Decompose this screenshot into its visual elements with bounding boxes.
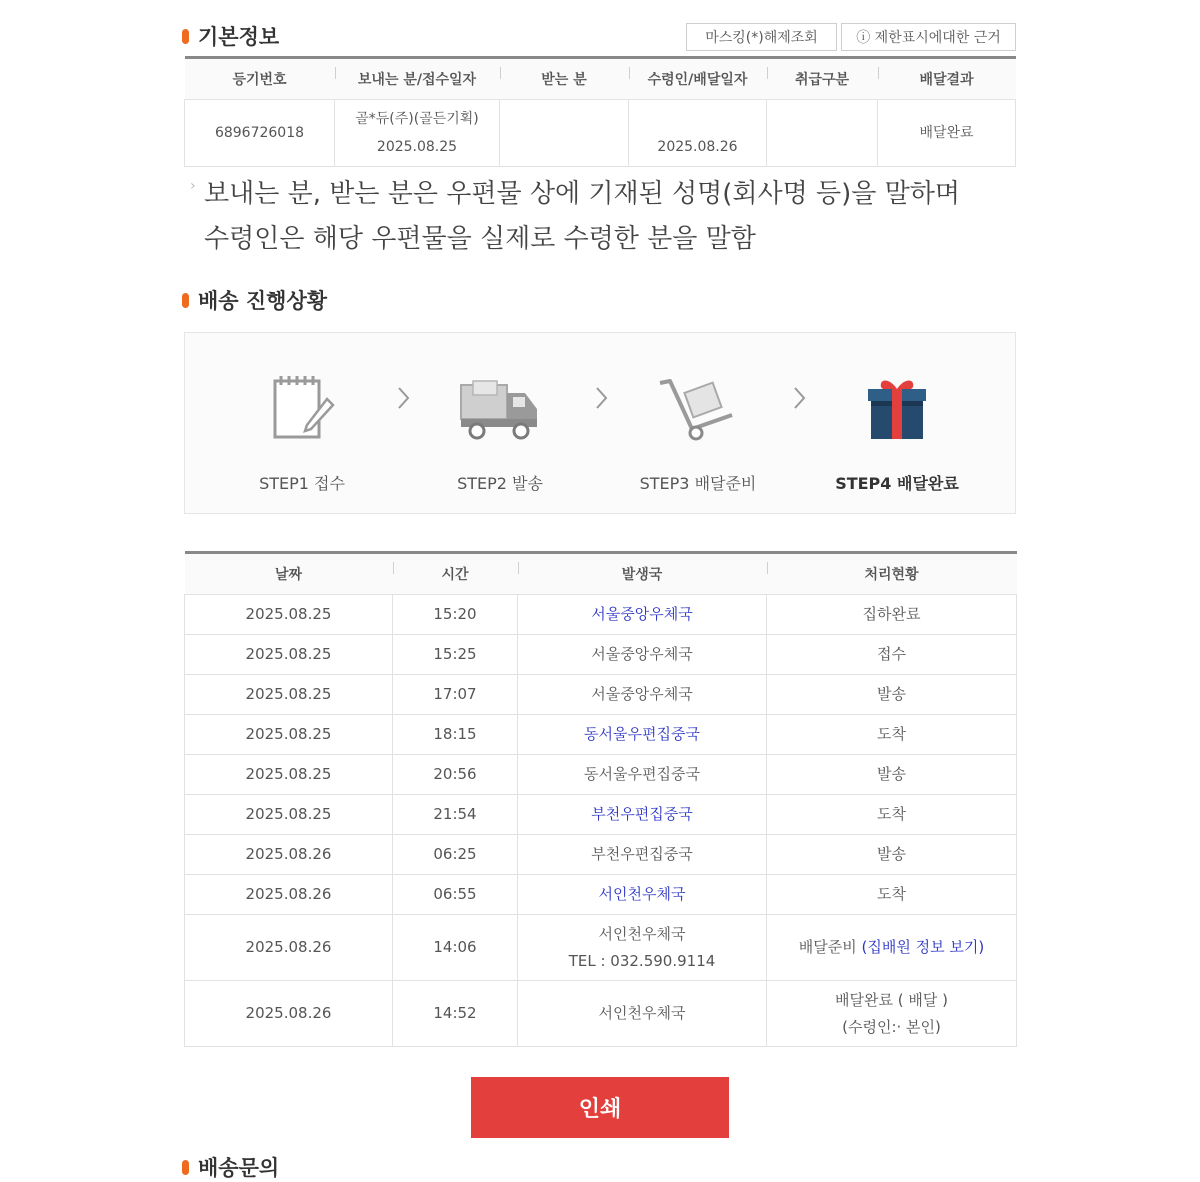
event-time: 18:15 [393,715,518,755]
event-time: 15:25 [393,635,518,675]
event-status: 도착 [767,715,1017,755]
table-row [185,595,1017,635]
note-line-2: 수령인은 해당 우편물을 실제로 수령한 분을 말함 [204,224,756,254]
event-time: 06:55 [393,875,518,915]
event-office: 서인천우체국 [518,981,767,1047]
recipient-cell [500,100,629,167]
section-bullet-icon [182,1160,189,1175]
sender-name: 골*듀(주)(골든기획) [355,111,479,127]
header-office: 발생국 [518,553,767,595]
gift-box-icon [865,377,929,443]
event-time: 06:25 [393,835,518,875]
event-office: 서울중앙우체국 [518,675,767,715]
header-handling: 취급구분 [767,58,878,100]
print-button[interactable]: 인쇄 [471,1077,729,1138]
table-row [185,635,1017,675]
table-row [185,875,1017,915]
event-date: 2025.08.25 [185,795,393,835]
table-row [185,915,1017,981]
event-time: 20:56 [393,755,518,795]
event-status: 접수 [767,635,1017,675]
event-office [518,915,767,981]
sender-cell [335,100,500,167]
basic-info-title: 기본정보 [182,21,279,51]
table-row [185,100,1016,167]
handling-cell [767,100,878,167]
step-label: STEP3 배달준비 [639,474,757,493]
event-time: 14:52 [393,981,518,1047]
result-cell: 배달완료 [878,100,1016,167]
header-tracking-no: 등기번호 [185,58,335,100]
table-row [185,755,1017,795]
progress-steps [184,332,1016,514]
office-link[interactable]: 부천우편집중국 [518,795,767,835]
unmask-button[interactable]: 마스킹(*)해제조회 [686,23,837,51]
event-date: 2025.08.26 [185,915,393,981]
office-link[interactable]: 서인천우체국 [518,875,767,915]
event-status: 발송 [767,835,1017,875]
status-text: 배달준비 [798,938,857,956]
event-status [767,981,1017,1047]
sender-date: 2025.08.25 [376,139,458,155]
receiver-name [629,105,766,133]
step-3 [608,373,788,494]
header-result: 배달결과 [878,58,1016,100]
hand-cart-icon [658,377,738,443]
event-office: 부천우편집중국 [518,835,767,875]
event-time: 17:07 [393,675,518,715]
event-date: 2025.08.26 [185,981,393,1047]
carrier-info-link[interactable]: (집배원 정보 보기) [861,938,985,956]
step-2 [410,373,590,494]
table-row [185,675,1017,715]
header-recipient: 받는 분 [500,58,629,100]
event-status: 발송 [767,675,1017,715]
event-status: 발송 [767,755,1017,795]
event-status: 집하완료 [767,595,1017,635]
office-name: 서인천우체국 [598,924,686,943]
event-date: 2025.08.25 [185,595,393,635]
note-mark-icon: › [190,178,196,194]
table-row [185,835,1017,875]
header-date: 날짜 [185,553,393,595]
step-label: STEP1 접수 [259,474,345,493]
section-bullet-icon [182,29,189,44]
receiver-date: 2025.08.26 [657,139,738,155]
notepad-icon [267,373,337,443]
basic-info-table [184,56,1016,167]
section-bullet-icon [182,293,189,308]
inquiry-title: 배송문의 [182,1152,279,1182]
event-status: 도착 [767,875,1017,915]
receiver-cell [629,100,767,167]
event-office: 동서울우편집중국 [518,755,767,795]
office-link[interactable]: 동서울우편집중국 [518,715,767,755]
header-sender: 보내는 분/접수일자 [335,58,500,100]
step-label: STEP4 배달완료 [835,474,959,493]
event-time: 14:06 [393,915,518,981]
delivery-history-table [184,551,1017,1047]
header-time: 시간 [393,553,518,595]
truck-icon [459,379,541,443]
event-status [767,915,1017,981]
event-date: 2025.08.26 [185,835,393,875]
header-status: 처리현황 [767,553,1017,595]
info-note [190,172,960,262]
event-date: 2025.08.25 [185,715,393,755]
event-date: 2025.08.25 [185,755,393,795]
step-1 [212,373,392,494]
office-link[interactable]: 서울중앙우체국 [518,595,767,635]
table-row [185,981,1017,1047]
table-row [185,795,1017,835]
progress-title: 배송 진행상황 [182,285,327,315]
step-label: STEP2 발송 [457,474,543,493]
office-tel: TEL : 032.590.9114 [568,951,716,970]
restriction-basis-button[interactable]: ⓘ 제한표시에대한 근거 [841,23,1016,51]
tracking-number: 6896726018 [185,100,335,167]
note-line-1: 보내는 분, 받는 분은 우편물 상에 기재된 성명(회사명 등)을 말하며 [204,179,960,209]
step-4 [807,373,987,494]
status-text: 배달완료 ( 배달 ) [835,990,948,1009]
table-row [185,715,1017,755]
status-detail: (수령인:· 본인) [842,1017,941,1036]
event-date: 2025.08.25 [185,675,393,715]
event-office: 서울중앙우체국 [518,635,767,675]
header-receiver: 수령인/배달일자 [629,58,767,100]
event-date: 2025.08.25 [185,635,393,675]
event-date: 2025.08.26 [185,875,393,915]
event-time: 21:54 [393,795,518,835]
event-status: 도착 [767,795,1017,835]
event-time: 15:20 [393,595,518,635]
